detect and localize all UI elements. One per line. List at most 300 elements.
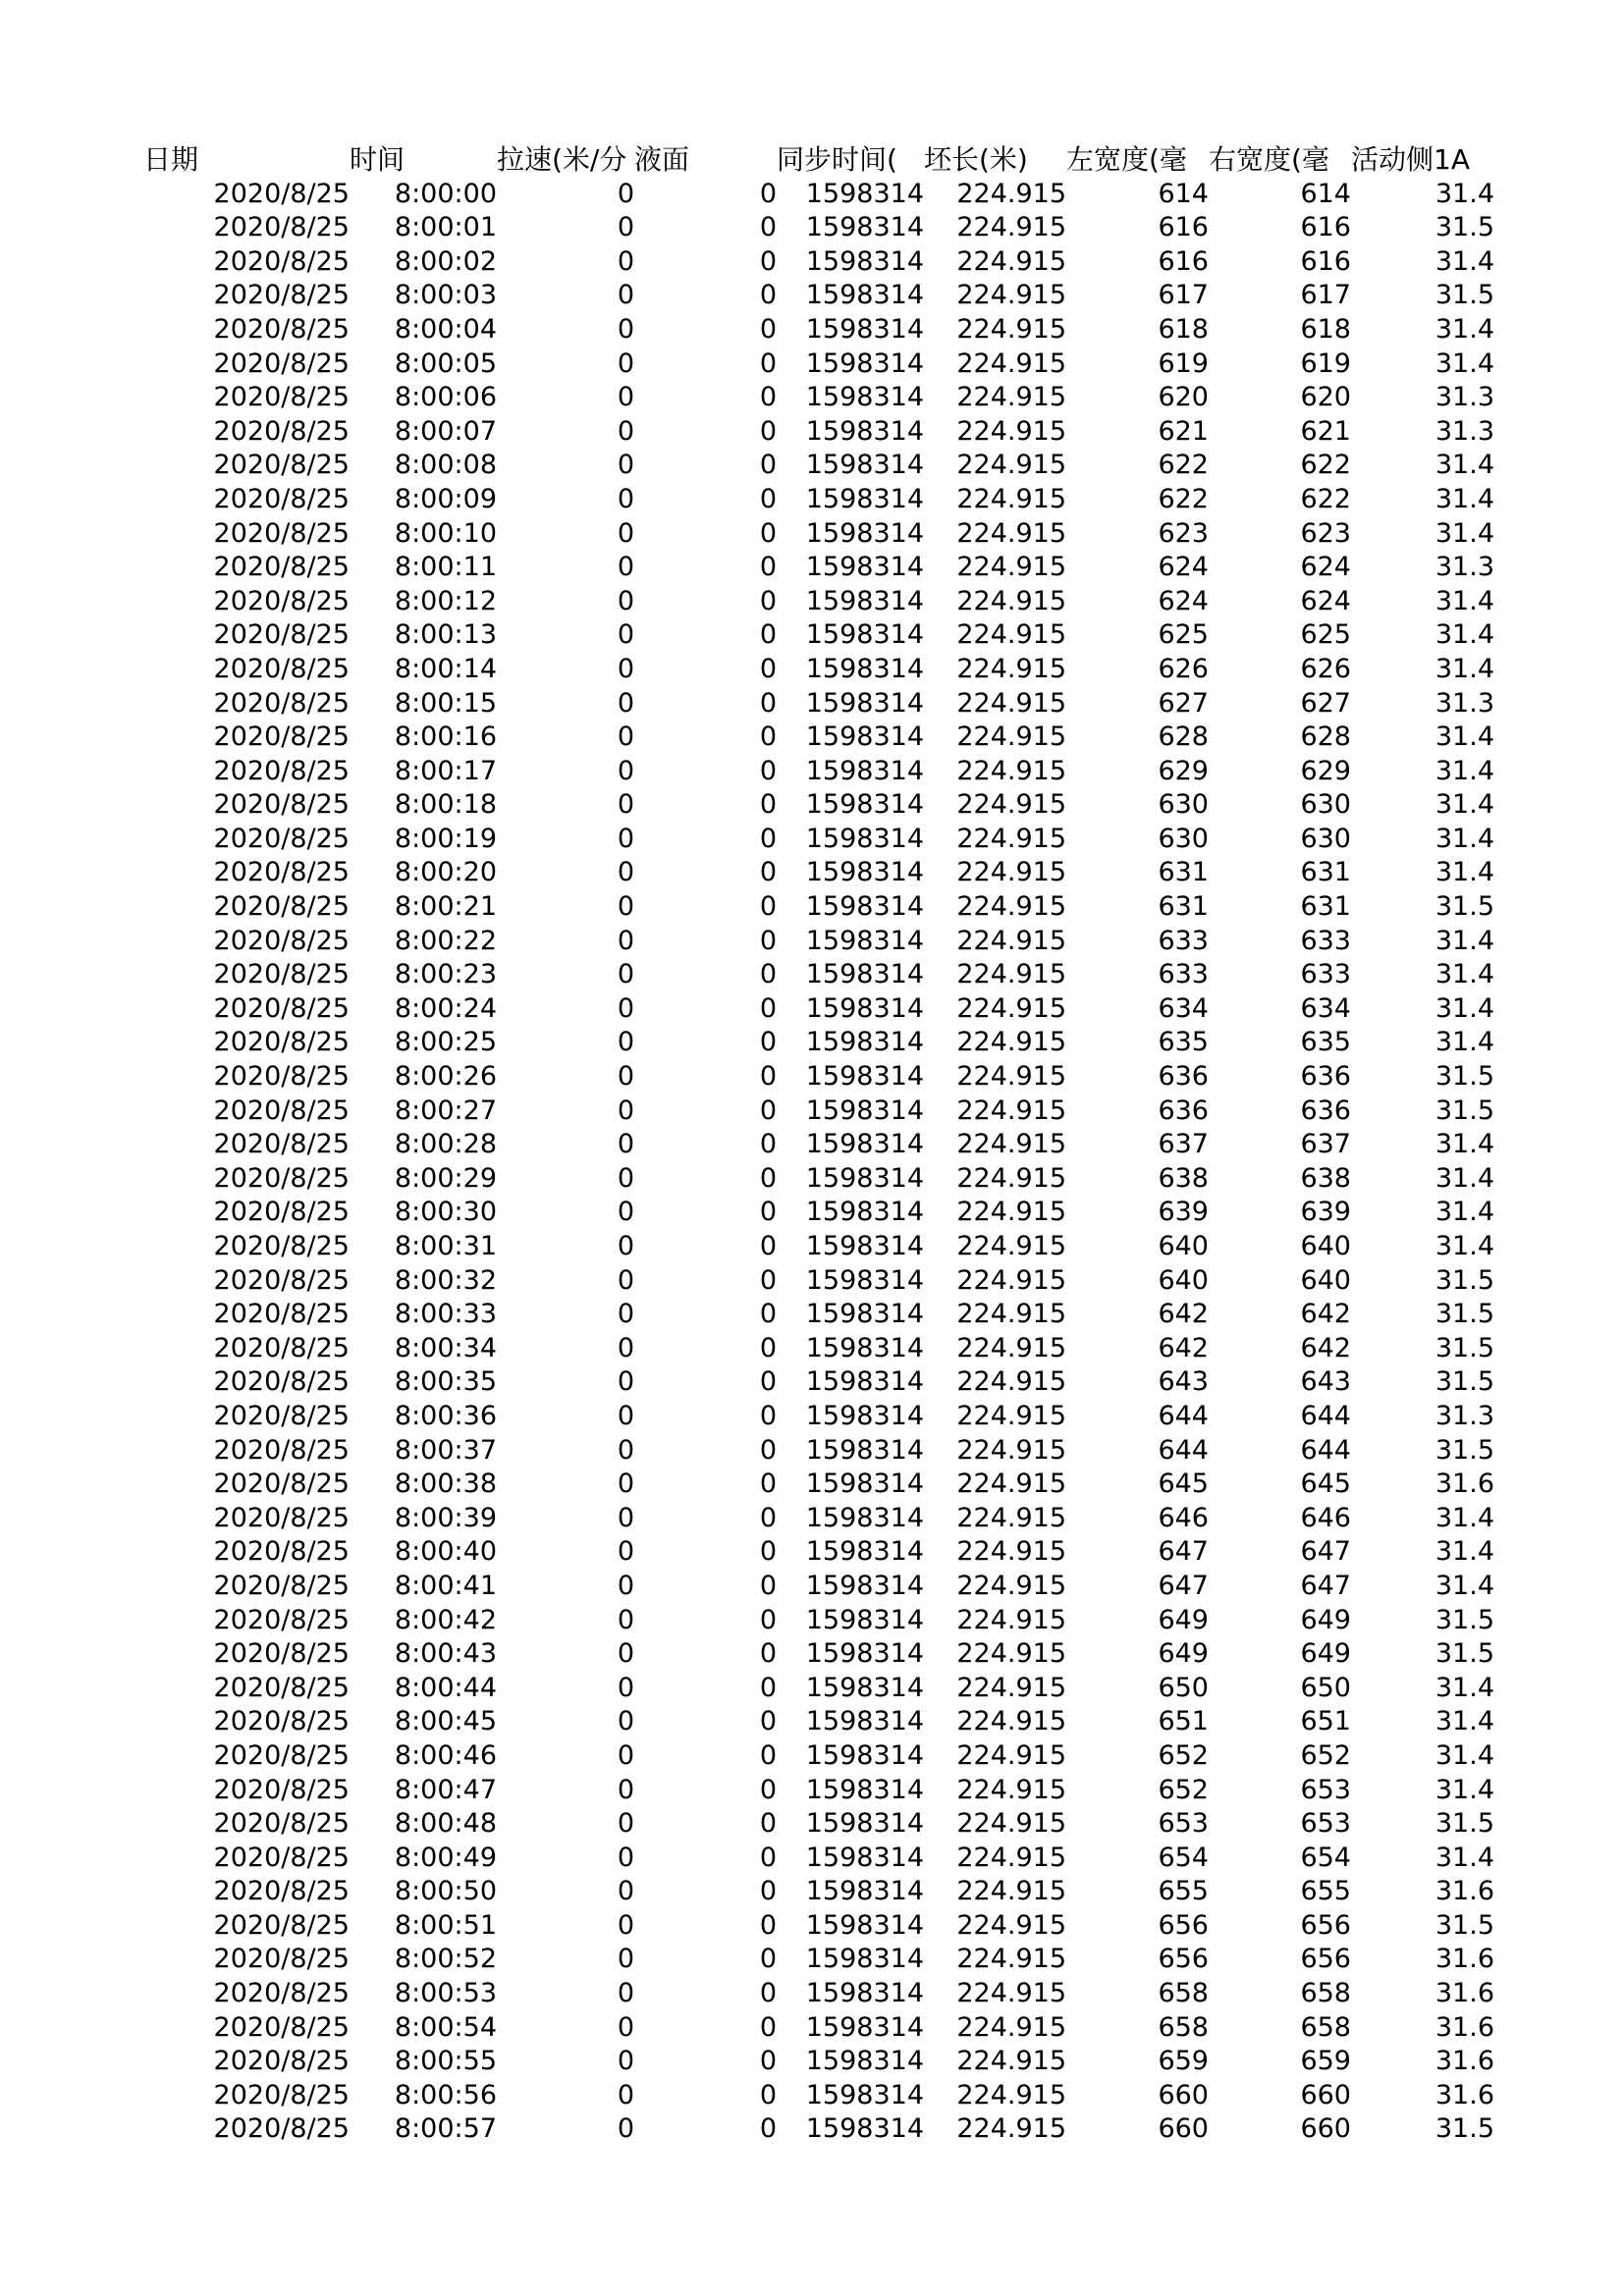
level-cell: 0 <box>759 1468 777 1500</box>
level-cell: 0 <box>759 1774 777 1805</box>
header-speed: 拉速(米/分 <box>497 143 627 176</box>
level-cell: 0 <box>759 1978 777 2009</box>
active-side-cell: 31.4 <box>1435 619 1494 651</box>
speed-cell: 0 <box>617 687 634 719</box>
active-side-cell: 31.6 <box>1435 1876 1494 1907</box>
table-row <box>143 1298 1494 1332</box>
table-row <box>143 1264 1494 1299</box>
date-cell: 2020/8/25 <box>213 1162 350 1194</box>
active-side-cell: 31.5 <box>1435 1061 1494 1093</box>
time-cell: 8:00:19 <box>394 823 497 854</box>
time-cell: 8:00:12 <box>394 585 497 616</box>
speed-cell: 0 <box>617 992 634 1024</box>
date-cell: 2020/8/25 <box>213 2011 350 2043</box>
date-cell: 2020/8/25 <box>213 1231 350 1261</box>
billet-length-cell: 224.915 <box>956 1706 1066 1737</box>
sync-time-cell: 1598314 <box>805 1197 924 1228</box>
level-cell: 0 <box>759 552 777 583</box>
level-cell: 0 <box>759 1299 777 1330</box>
left-width-cell: 635 <box>1158 1027 1209 1058</box>
table-row <box>143 1943 1494 1977</box>
right-width-cell: 658 <box>1300 2011 1351 2043</box>
table-row <box>143 2112 1494 2147</box>
date-cell: 2020/8/25 <box>213 2113 350 2145</box>
billet-length-cell: 224.915 <box>956 1434 1066 1466</box>
speed-cell: 0 <box>617 755 634 786</box>
date-cell: 2020/8/25 <box>213 2079 350 2110</box>
date-cell: 2020/8/25 <box>213 992 350 1024</box>
active-side-cell: 31.6 <box>1435 1944 1494 1975</box>
left-width-cell: 616 <box>1158 212 1209 243</box>
table-row <box>143 1570 1494 1604</box>
table-row <box>143 618 1494 653</box>
level-cell: 0 <box>759 450 777 481</box>
level-cell: 0 <box>759 1944 777 1975</box>
left-width-cell: 636 <box>1158 1061 1209 1093</box>
speed-cell: 0 <box>617 959 634 990</box>
active-side-cell: 31.5 <box>1435 212 1494 243</box>
billet-length-cell: 224.915 <box>956 585 1066 616</box>
table-row <box>143 551 1494 585</box>
level-cell: 0 <box>759 212 777 243</box>
level-cell: 0 <box>759 313 777 345</box>
table-row <box>143 347 1494 382</box>
date-cell: 2020/8/25 <box>213 415 350 447</box>
active-side-cell: 31.4 <box>1435 1570 1494 1601</box>
billet-length-cell: 224.915 <box>956 789 1066 821</box>
left-width-cell: 653 <box>1158 1808 1209 1840</box>
date-cell: 2020/8/25 <box>213 789 350 821</box>
date-cell: 2020/8/25 <box>213 1978 350 2009</box>
active-side-cell: 31.6 <box>1435 2079 1494 2110</box>
billet-length-cell: 224.915 <box>956 959 1066 990</box>
level-cell: 0 <box>759 1197 777 1228</box>
speed-cell: 0 <box>617 415 634 447</box>
speed-cell: 0 <box>617 1502 634 1533</box>
right-width-cell: 623 <box>1300 517 1351 549</box>
header-right-width: 右宽度(毫 <box>1209 143 1329 176</box>
table-row <box>143 958 1494 992</box>
table-row <box>143 992 1494 1027</box>
billet-length-cell: 224.915 <box>956 450 1066 481</box>
table-row <box>143 1637 1494 1672</box>
time-cell: 8:00:27 <box>394 1095 497 1126</box>
table-row <box>143 1705 1494 1739</box>
table-row <box>143 1332 1494 1366</box>
left-width-cell: 628 <box>1158 721 1209 753</box>
sync-time-cell: 1598314 <box>805 1739 924 1771</box>
speed-cell: 0 <box>617 925 634 956</box>
sync-time-cell: 1598314 <box>805 1061 924 1093</box>
right-width-cell: 621 <box>1300 415 1351 447</box>
left-width-cell: 643 <box>1158 1366 1209 1398</box>
right-width-cell: 639 <box>1300 1197 1351 1228</box>
sync-time-cell: 1598314 <box>805 1299 924 1330</box>
table-row <box>143 449 1494 483</box>
date-cell: 2020/8/25 <box>213 1536 350 1568</box>
right-width-cell: 658 <box>1300 1978 1351 2009</box>
table-row <box>143 585 1494 619</box>
time-cell: 8:00:01 <box>394 212 497 243</box>
table-row <box>143 1977 1494 2011</box>
speed-cell: 0 <box>617 653 634 684</box>
right-width-cell: 647 <box>1300 1536 1351 1568</box>
table-row <box>143 1162 1494 1197</box>
table-row <box>143 1604 1494 1638</box>
level-cell: 0 <box>759 857 777 888</box>
right-width-cell: 616 <box>1300 245 1351 277</box>
date-cell: 2020/8/25 <box>213 280 350 311</box>
sync-time-cell: 1598314 <box>805 1978 924 2009</box>
time-cell: 8:00:37 <box>394 1434 497 1466</box>
right-width-cell: 627 <box>1300 687 1351 719</box>
table-row <box>143 721 1494 755</box>
billet-length-cell: 224.915 <box>956 721 1066 753</box>
time-cell: 8:00:10 <box>394 517 497 549</box>
sync-time-cell: 1598314 <box>805 1129 924 1160</box>
speed-cell: 0 <box>617 1162 634 1194</box>
left-width-cell: 640 <box>1158 1264 1209 1296</box>
speed-cell: 0 <box>617 1264 634 1296</box>
time-cell: 8:00:13 <box>394 619 497 651</box>
right-width-cell: 630 <box>1300 789 1351 821</box>
billet-length-cell: 224.915 <box>956 2079 1066 2110</box>
left-width-cell: 620 <box>1158 382 1209 413</box>
date-cell: 2020/8/25 <box>213 721 350 753</box>
sync-time-cell: 1598314 <box>805 1536 924 1568</box>
active-side-cell: 31.4 <box>1435 1129 1494 1160</box>
active-side-cell: 31.4 <box>1435 1231 1494 1261</box>
date-cell: 2020/8/25 <box>213 382 350 413</box>
right-width-cell: 622 <box>1300 483 1351 514</box>
billet-length-cell: 224.915 <box>956 1672 1066 1703</box>
sync-time-cell: 1598314 <box>805 1366 924 1398</box>
time-cell: 8:00:15 <box>394 687 497 719</box>
date-cell: 2020/8/25 <box>213 653 350 684</box>
billet-length-cell: 224.915 <box>956 1876 1066 1907</box>
sync-time-cell: 1598314 <box>805 212 924 243</box>
speed-cell: 0 <box>617 1909 634 1941</box>
billet-length-cell: 224.915 <box>956 1332 1066 1363</box>
time-cell: 8:00:57 <box>394 2113 497 2145</box>
billet-length-cell: 224.915 <box>956 1366 1066 1398</box>
active-side-cell: 31.4 <box>1435 1027 1494 1058</box>
time-cell: 8:00:07 <box>394 415 497 447</box>
time-cell: 8:00:46 <box>394 1739 497 1771</box>
time-cell: 8:00:04 <box>394 313 497 345</box>
time-cell: 8:00:51 <box>394 1909 497 1941</box>
sync-time-cell: 1598314 <box>805 687 924 719</box>
speed-cell: 0 <box>617 891 634 923</box>
level-cell: 0 <box>759 382 777 413</box>
sync-time-cell: 1598314 <box>805 382 924 413</box>
active-side-cell: 31.4 <box>1435 925 1494 956</box>
billet-length-cell: 224.915 <box>956 1536 1066 1568</box>
table-row <box>143 856 1494 890</box>
date-cell: 2020/8/25 <box>213 959 350 990</box>
billet-length-cell: 224.915 <box>956 1842 1066 1873</box>
table-row <box>143 211 1494 245</box>
active-side-cell: 31.5 <box>1435 2113 1494 2145</box>
sync-time-cell: 1598314 <box>805 1706 924 1737</box>
active-side-cell: 31.4 <box>1435 755 1494 786</box>
table-row <box>143 1434 1494 1468</box>
billet-length-cell: 224.915 <box>956 1197 1066 1228</box>
active-side-cell: 31.4 <box>1435 347 1494 379</box>
speed-cell: 0 <box>617 178 634 209</box>
header-left-width: 左宽度(毫 <box>1066 143 1187 176</box>
table-row <box>143 1909 1494 1944</box>
level-cell: 0 <box>759 1570 777 1601</box>
right-width-cell: 637 <box>1300 1129 1351 1160</box>
sync-time-cell: 1598314 <box>805 992 924 1024</box>
speed-cell: 0 <box>617 789 634 821</box>
active-side-cell: 31.4 <box>1435 585 1494 616</box>
right-width-cell: 654 <box>1300 1842 1351 1873</box>
time-cell: 8:00:38 <box>394 1468 497 1500</box>
table-row <box>143 823 1494 857</box>
left-width-cell: 654 <box>1158 1842 1209 1873</box>
date-cell: 2020/8/25 <box>213 178 350 209</box>
date-cell: 2020/8/25 <box>213 857 350 888</box>
date-cell: 2020/8/25 <box>213 347 350 379</box>
time-cell: 8:00:11 <box>394 552 497 583</box>
active-side-cell: 31.3 <box>1435 687 1494 719</box>
left-width-cell: 652 <box>1158 1774 1209 1805</box>
billet-length-cell: 224.915 <box>956 1502 1066 1533</box>
date-cell: 2020/8/25 <box>213 585 350 616</box>
date-cell: 2020/8/25 <box>213 1502 350 1533</box>
speed-cell: 0 <box>617 721 634 753</box>
left-width-cell: 636 <box>1158 1095 1209 1126</box>
active-side-cell: 31.6 <box>1435 1978 1494 2009</box>
sync-time-cell: 1598314 <box>805 517 924 549</box>
table-body <box>143 178 1494 2147</box>
left-width-cell: 633 <box>1158 925 1209 956</box>
left-width-cell: 645 <box>1158 1468 1209 1500</box>
active-side-cell: 31.5 <box>1435 1909 1494 1941</box>
right-width-cell: 656 <box>1300 1909 1351 1941</box>
active-side-cell: 31.4 <box>1435 1774 1494 1805</box>
level-cell: 0 <box>759 483 777 514</box>
sync-time-cell: 1598314 <box>805 1095 924 1126</box>
date-cell: 2020/8/25 <box>213 1944 350 1975</box>
sync-time-cell: 1598314 <box>805 585 924 616</box>
sync-time-cell: 1598314 <box>805 1944 924 1975</box>
right-width-cell: 660 <box>1300 2079 1351 2110</box>
level-cell: 0 <box>759 1604 777 1635</box>
billet-length-cell: 224.915 <box>956 1095 1066 1126</box>
active-side-cell: 31.5 <box>1435 1095 1494 1126</box>
table-row <box>143 1807 1494 1842</box>
right-width-cell: 649 <box>1300 1604 1351 1635</box>
billet-length-cell: 224.915 <box>956 925 1066 956</box>
time-cell: 8:00:06 <box>394 382 497 413</box>
speed-cell: 0 <box>617 483 634 514</box>
active-side-cell: 31.4 <box>1435 178 1494 209</box>
right-width-cell: 614 <box>1300 178 1351 209</box>
time-cell: 8:00:31 <box>394 1231 497 1261</box>
time-cell: 8:00:30 <box>394 1197 497 1228</box>
table-row <box>143 1128 1494 1162</box>
billet-length-cell: 224.915 <box>956 1909 1066 1941</box>
billet-length-cell: 224.915 <box>956 212 1066 243</box>
speed-cell: 0 <box>617 1400 634 1431</box>
speed-cell: 0 <box>617 1366 634 1398</box>
table-row <box>143 788 1494 823</box>
level-cell: 0 <box>759 1264 777 1296</box>
left-width-cell: 617 <box>1158 280 1209 311</box>
table-row <box>143 1502 1494 1536</box>
table-row <box>143 1400 1494 1434</box>
active-side-cell: 31.5 <box>1435 1638 1494 1670</box>
time-cell: 8:00:42 <box>394 1604 497 1635</box>
right-width-cell: 642 <box>1300 1299 1351 1330</box>
left-width-cell: 642 <box>1158 1332 1209 1363</box>
level-cell: 0 <box>759 1129 777 1160</box>
right-width-cell: 624 <box>1300 585 1351 616</box>
level-cell: 0 <box>759 1434 777 1466</box>
level-cell: 0 <box>759 1400 777 1431</box>
speed-cell: 0 <box>617 1197 634 1228</box>
left-width-cell: 652 <box>1158 1739 1209 1771</box>
billet-length-cell: 224.915 <box>956 1978 1066 2009</box>
time-cell: 8:00:24 <box>394 992 497 1024</box>
table-row <box>143 1774 1494 1808</box>
right-width-cell: 622 <box>1300 450 1351 481</box>
billet-length-cell: 224.915 <box>956 517 1066 549</box>
left-width-cell: 651 <box>1158 1706 1209 1737</box>
time-cell: 8:00:03 <box>394 280 497 311</box>
table-row <box>143 1535 1494 1570</box>
right-width-cell: 647 <box>1300 1570 1351 1601</box>
date-cell: 2020/8/25 <box>213 1129 350 1160</box>
active-side-cell: 31.5 <box>1435 1299 1494 1330</box>
table-row <box>143 2011 1494 2046</box>
table-row <box>143 245 1494 280</box>
time-cell: 8:00:14 <box>394 653 497 684</box>
time-cell: 8:00:43 <box>394 1638 497 1670</box>
date-cell: 2020/8/25 <box>213 245 350 277</box>
sync-time-cell: 1598314 <box>805 280 924 311</box>
right-width-cell: 636 <box>1300 1061 1351 1093</box>
date-cell: 2020/8/25 <box>213 1638 350 1670</box>
sync-time-cell: 1598314 <box>805 1400 924 1431</box>
right-width-cell: 617 <box>1300 280 1351 311</box>
sync-time-cell: 1598314 <box>805 1774 924 1805</box>
speed-cell: 0 <box>617 585 634 616</box>
date-cell: 2020/8/25 <box>213 925 350 956</box>
time-cell: 8:00:28 <box>394 1129 497 1160</box>
left-width-cell: 621 <box>1158 415 1209 447</box>
left-width-cell: 656 <box>1158 1909 1209 1941</box>
active-side-cell: 31.6 <box>1435 2011 1494 2043</box>
level-cell: 0 <box>759 1095 777 1126</box>
date-cell: 2020/8/25 <box>213 1434 350 1466</box>
billet-length-cell: 224.915 <box>956 1129 1066 1160</box>
left-width-cell: 622 <box>1158 483 1209 514</box>
date-cell: 2020/8/25 <box>213 552 350 583</box>
active-side-cell: 31.4 <box>1435 245 1494 277</box>
left-width-cell: 627 <box>1158 687 1209 719</box>
sync-time-cell: 1598314 <box>805 1876 924 1907</box>
left-width-cell: 631 <box>1158 857 1209 888</box>
header-billet-length: 坯长(米) <box>924 143 1028 176</box>
left-width-cell: 633 <box>1158 959 1209 990</box>
sync-time-cell: 1598314 <box>805 653 924 684</box>
left-width-cell: 619 <box>1158 347 1209 379</box>
speed-cell: 0 <box>617 517 634 549</box>
billet-length-cell: 224.915 <box>956 755 1066 786</box>
time-cell: 8:00:55 <box>394 2046 497 2077</box>
billet-length-cell: 224.915 <box>956 1808 1066 1840</box>
billet-length-cell: 224.915 <box>956 1299 1066 1330</box>
time-cell: 8:00:21 <box>394 891 497 923</box>
sync-time-cell: 1598314 <box>805 1468 924 1500</box>
sync-time-cell: 1598314 <box>805 2011 924 2043</box>
date-cell: 2020/8/25 <box>213 1706 350 1737</box>
time-cell: 8:00:32 <box>394 1264 497 1296</box>
active-side-cell: 31.5 <box>1435 1434 1494 1466</box>
active-side-cell: 31.4 <box>1435 823 1494 854</box>
speed-cell: 0 <box>617 1706 634 1737</box>
table-row <box>143 517 1494 552</box>
right-width-cell: 645 <box>1300 1468 1351 1500</box>
right-width-cell: 660 <box>1300 2113 1351 2145</box>
billet-length-cell: 224.915 <box>956 1061 1066 1093</box>
table-row <box>143 178 1494 212</box>
sync-time-cell: 1598314 <box>805 313 924 345</box>
level-cell: 0 <box>759 1366 777 1398</box>
left-width-cell: 649 <box>1158 1638 1209 1670</box>
speed-cell: 0 <box>617 1027 634 1058</box>
time-cell: 8:00:20 <box>394 857 497 888</box>
speed-cell: 0 <box>617 1299 634 1330</box>
header-sync-time: 同步时间( <box>777 143 897 176</box>
date-cell: 2020/8/25 <box>213 1366 350 1398</box>
time-cell: 8:00:00 <box>394 178 497 209</box>
speed-cell: 0 <box>617 552 634 583</box>
level-cell: 0 <box>759 1638 777 1670</box>
date-cell: 2020/8/25 <box>213 1876 350 1907</box>
date-cell: 2020/8/25 <box>213 1400 350 1431</box>
left-width-cell: 624 <box>1158 552 1209 583</box>
speed-cell: 0 <box>617 2011 634 2043</box>
left-width-cell: 637 <box>1158 1129 1209 1160</box>
right-width-cell: 636 <box>1300 1095 1351 1126</box>
time-cell: 8:00:48 <box>394 1808 497 1840</box>
sync-time-cell: 1598314 <box>805 483 924 514</box>
left-width-cell: 658 <box>1158 1978 1209 2009</box>
active-side-cell: 31.4 <box>1435 653 1494 684</box>
level-cell: 0 <box>759 891 777 923</box>
date-cell: 2020/8/25 <box>213 619 350 651</box>
left-width-cell: 626 <box>1158 653 1209 684</box>
left-width-cell: 647 <box>1158 1570 1209 1601</box>
billet-length-cell: 224.915 <box>956 1231 1066 1261</box>
date-cell: 2020/8/25 <box>213 1774 350 1805</box>
right-width-cell: 644 <box>1300 1434 1351 1466</box>
sync-time-cell: 1598314 <box>805 450 924 481</box>
level-cell: 0 <box>759 823 777 854</box>
date-cell: 2020/8/25 <box>213 1909 350 1941</box>
right-width-cell: 620 <box>1300 382 1351 413</box>
active-side-cell: 31.4 <box>1435 1197 1494 1228</box>
speed-cell: 0 <box>617 1808 634 1840</box>
date-cell: 2020/8/25 <box>213 1027 350 1058</box>
right-width-cell: 630 <box>1300 823 1351 854</box>
billet-length-cell: 224.915 <box>956 245 1066 277</box>
